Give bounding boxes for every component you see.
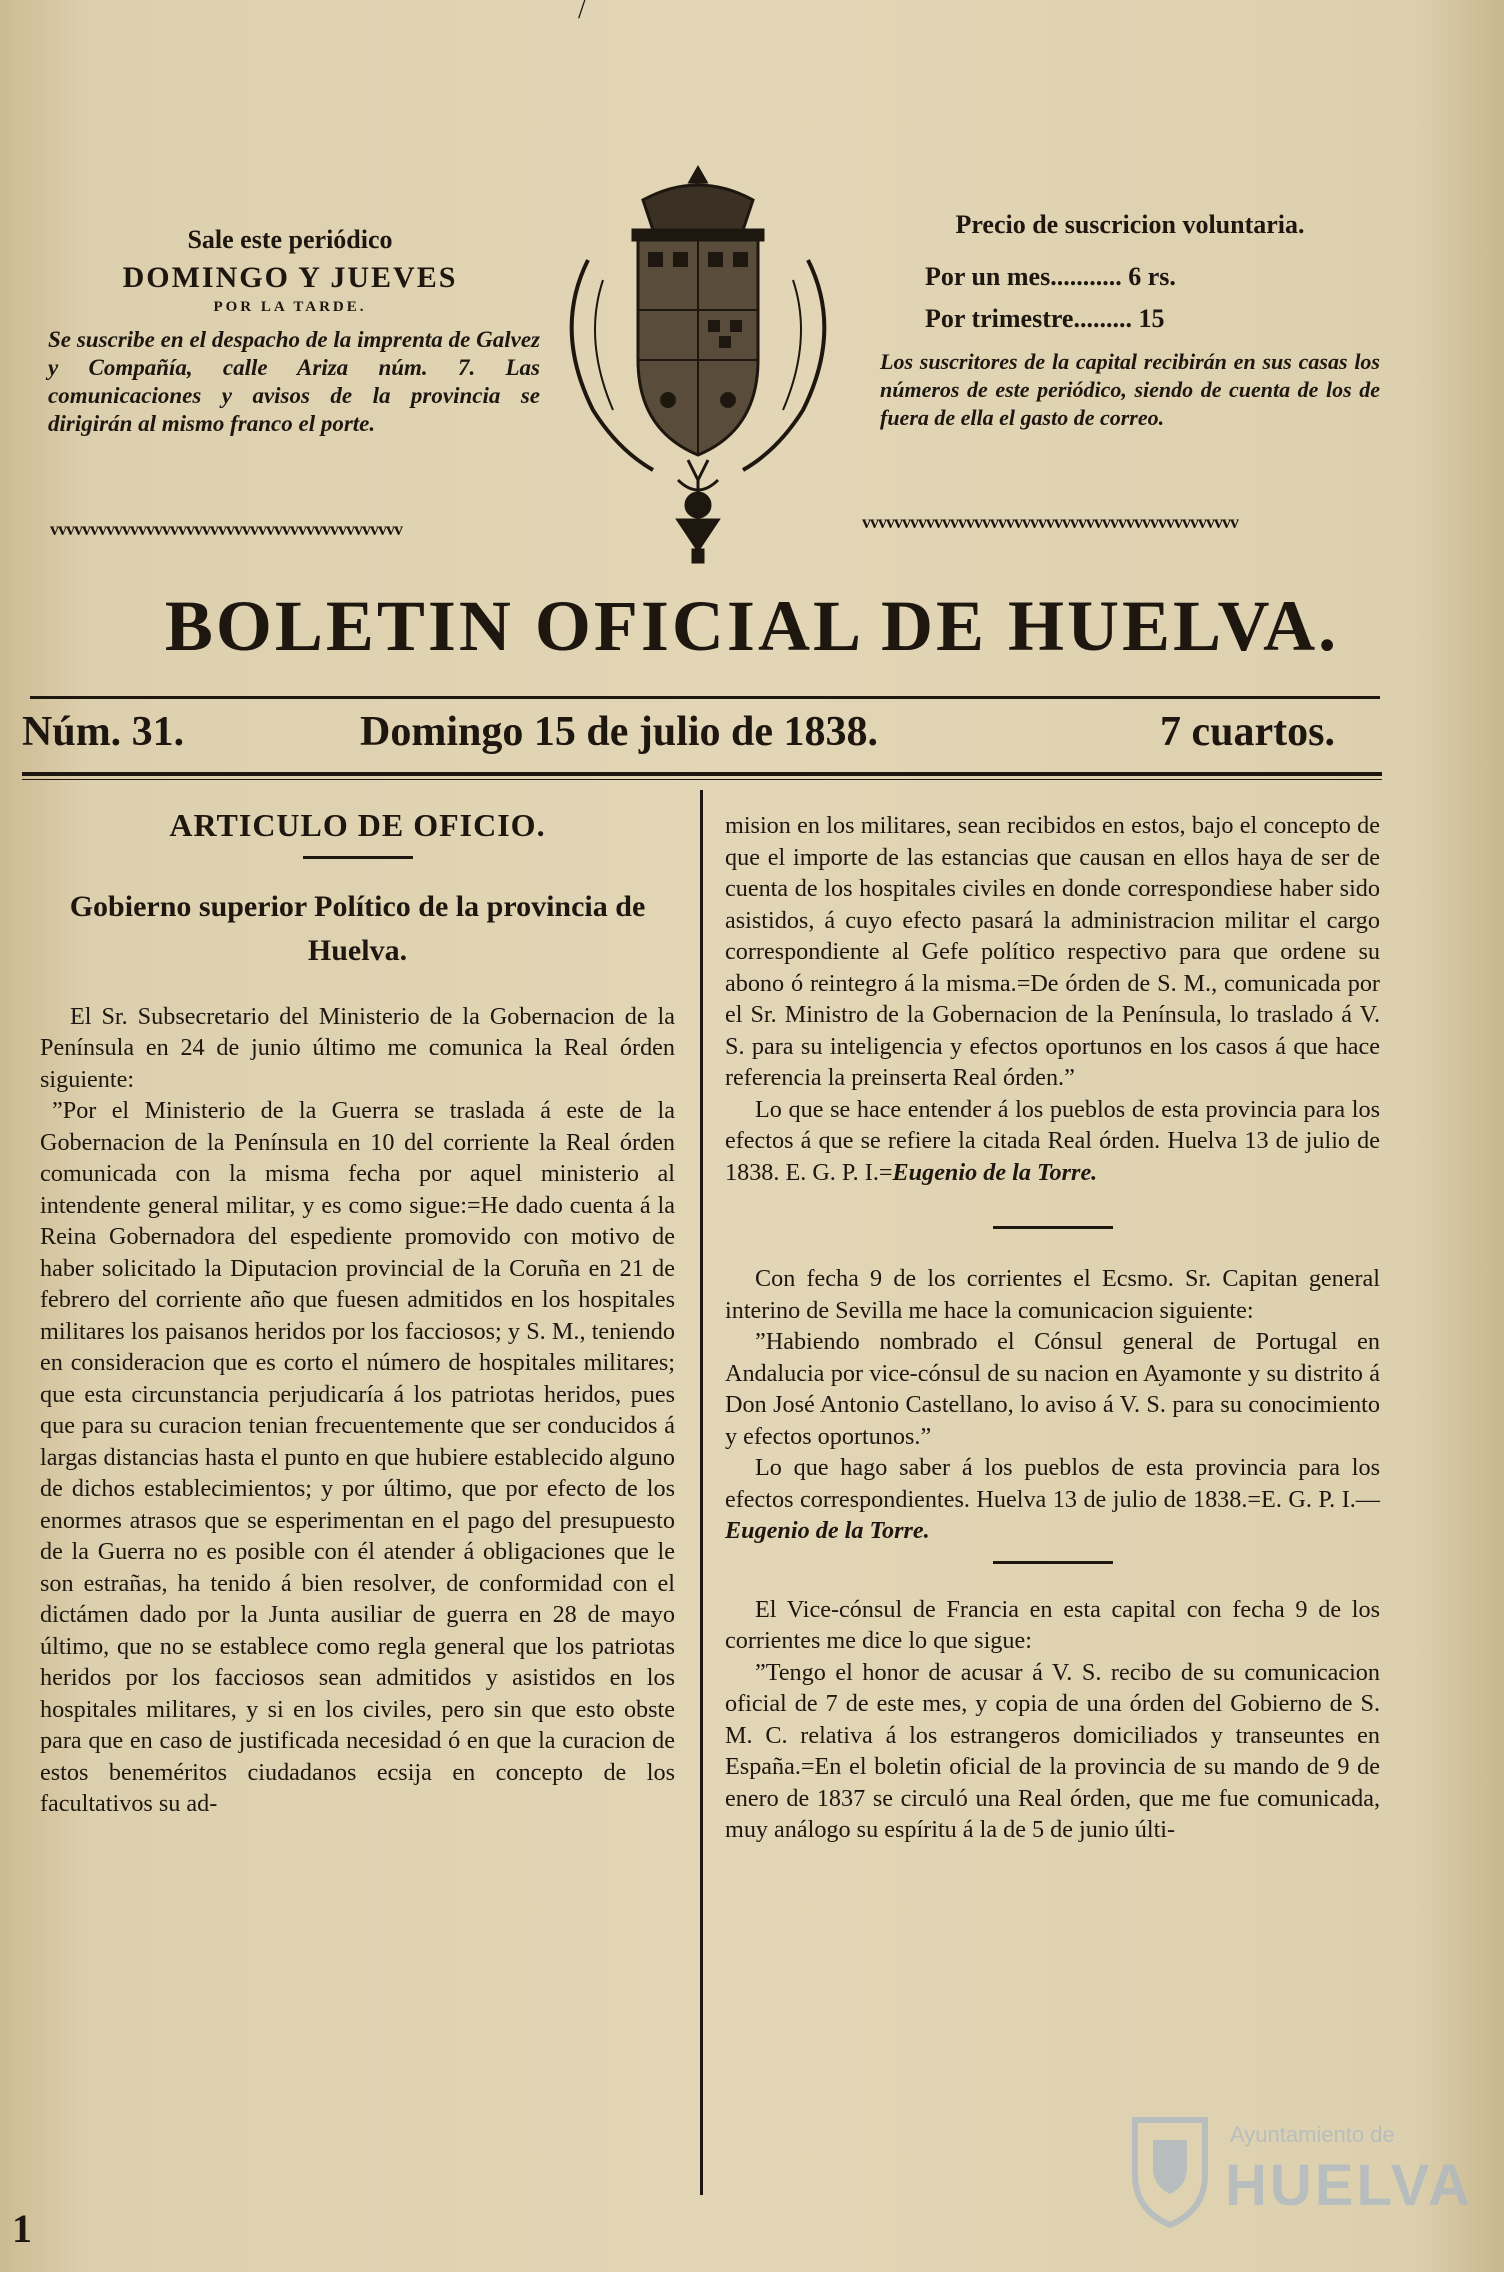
ornament-wavy-left: vvvvvvvvvvvvvvvvvvvvvvvvvvvvvvvvvvvvvvvvvvvv	[50, 522, 402, 536]
right-paragraph-2	[725, 1094, 1380, 1189]
archive-watermark	[1125, 2110, 1473, 2240]
subscription-note: Se suscribe en el despacho de la imprenta de Galvez y Compañía, calle Ariza núm. 7. Las comunicaciones y avisos de la provincia se dirigirán al mismo franco el porte.	[48, 327, 540, 436]
city-shield-icon	[1125, 2110, 1215, 2230]
ink-mark-bottom: 1	[12, 2206, 32, 2251]
rule-above-issue	[30, 696, 1380, 699]
delivery-note: Los suscritores de la capital recibirán en sus casas los números de este periódico, siendo de cuenta de los de fuera de ella el gasto de correo.	[880, 349, 1380, 430]
section-subtitle: Gobierno superior Político de la provincia de Huelva.	[69, 889, 646, 967]
signature-1: Eugenio de la Torre.	[892, 1158, 1098, 1186]
issue-date: Domingo 15 de julio de 1838.	[360, 709, 879, 755]
left-column	[40, 808, 675, 1820]
right-paragraph-2-text: Lo que se hace entender á los pueblos de esta provincia para los efectos á que se refiere la citada Real órden. Huelva 13 de julio de 1838. E. G. P. I.=	[725, 1095, 1380, 1186]
right-paragraph-5	[725, 1452, 1380, 1547]
right-paragraph-4: ”Habiendo nombrado el Cónsul general de Portugal en Andalucia por vice-cónsul de su nacion en Ayamonte y su distrito á Don José Antonio Castellano, lo aviso á V. S. para su conocimiento y efectos oportunos.”	[725, 1328, 1380, 1450]
issue-number: Núm. 31.	[22, 709, 185, 755]
publication-days-intro: Sale este periódico	[187, 225, 393, 254]
header-right	[880, 210, 1380, 432]
section-divider	[303, 856, 413, 859]
section-title: ARTICULO DE OFICIO.	[169, 807, 546, 843]
rule-below-issue	[22, 772, 1382, 776]
header-left	[40, 225, 540, 438]
publication-days: DOMINGO Y JUEVES	[122, 261, 458, 294]
right-paragraph-3: Con fecha 9 de los corrientes el Ecsmo. Sr. Capitan general interino de Sevilla me hace la comunicacion siguiente:	[725, 1265, 1380, 1324]
rule-below-issue-thin	[22, 779, 1382, 780]
signature-2: Eugenio de la Torre.	[725, 1517, 930, 1544]
subscription-price-title: Precio de suscricion voluntaria.	[955, 210, 1305, 239]
price-per-month: Por un mes........... 6 rs.	[925, 262, 1176, 291]
watermark-line-2: HUELVA	[1225, 2153, 1473, 2218]
issue-price: 7 cuartos.	[1160, 709, 1335, 755]
right-paragraph-1: mision en los militares, sean recibidos en estos, bajo el concepto de que el importe de las estancias que causan en ellos haya de ser de cuenta de los hospitales civiles en donde correspondiese haber sido asistidos, á cuyo efecto pasará la administracion militar el cargo correspondiente al Gefe político respectivo para que ordene su abono ó reintegro á la misma.=De órden de S. M., comunicada por el Sr. Ministro de la Gobernacion de la Península, lo traslado á V. S. para su inteligencia y efectos oportunos en los casos á que hace referencia la preinserta Real órden.”	[725, 812, 1380, 1091]
watermark-line-1: Ayuntamiento de	[1230, 2122, 1395, 2147]
ink-mark-top: /	[578, 0, 586, 25]
publication-time: POR LA TARDE.	[213, 299, 367, 315]
right-paragraph-5-text: Lo que hago saber á los pueblos de esta provincia para los efectos correspondientes. Huelva 13 de julio de 1838.=E. G. P. I.—	[725, 1454, 1380, 1513]
left-paragraph-2: ”Por el Ministerio de la Guerra se traslada á este de la Gobernacion de la Península en 10 del corriente la Real órden comunicada con la misma fecha por aquel ministerio al intendente general militar, y es como sigue:=He dado cuenta á la Reina Gobernadora del espediente promovido con motivo de haber solicitado la Diputacion provincial de la Coruña en 21 de febrero del corriente año que fuesen admitidos en los hospitales militares los paisanos heridos por los facciosos; y S. M., teniendo en consideracion que es corto el número de hospitales militares; que esta circunstancia perjudicaría á los patriotas heridos, pues que para su curacion tenian frecuentemente que ser conducidos á largas distancias hasta el punto en que hubiere establecido alguno de dichos establecimientos; y por último, que por efecto de los enormes atrasos que se esperimentan en el pago del presupuesto de la Guerra no es posible con él atender á obligaciones que le son estrañas, ha tenido á bien resolver, de conformidad con el dictámen dado por la Junta ausiliar de guerra en 28 de mayo último, que no se establece como regla general que los patriotas heridos por los facciosos sean admitidos y asistidos en los hospitales militares, y si en los civiles, pero sin que esto obste para que en caso de justificada necesidad ó en que la curacion de estos beneméritos ciudadanos ecsija en concepto de los facultativos su ad-	[40, 1097, 675, 1817]
right-paragraph-7: ”Tengo el honor de acusar á V. S. recibo de su comunicacion oficial de 7 de este mes, y copia de una órden del Gobierno de S. M. C. relativa á los estrangeros domiciliados y transeuntes en España.=En el boletin oficial de la provincia de su mando de 9 de enero de 1837 se circuló una Real órden, que me fue comunicada, muy análogo su espíritu á la de 5 de junio últi-	[725, 1658, 1380, 1843]
left-paragraph-1: El Sr. Subsecretario del Ministerio de la Gobernacion de la Península en 24 de junio último me comunica la Real órden siguiente:	[40, 1002, 675, 1093]
masthead-title: BOLETIN OFICIAL DE HUELVA.	[164, 586, 1340, 666]
coat-of-arms-emblem	[548, 160, 848, 570]
divider-2	[993, 1561, 1113, 1564]
column-divider	[700, 790, 703, 2195]
right-paragraph-6: El Vice-cónsul de Francia en esta capital con fecha 9 de los corrientes me dice lo que sigue:	[725, 1595, 1380, 1654]
right-column	[725, 810, 1380, 1846]
ornament-wavy-right: vvvvvvvvvvvvvvvvvvvvvvvvvvvvvvvvvvvvvvvvvvvvvvv	[862, 515, 1238, 529]
price-per-quarter: Por trimestre......... 15	[925, 304, 1165, 333]
divider-1	[993, 1226, 1113, 1229]
